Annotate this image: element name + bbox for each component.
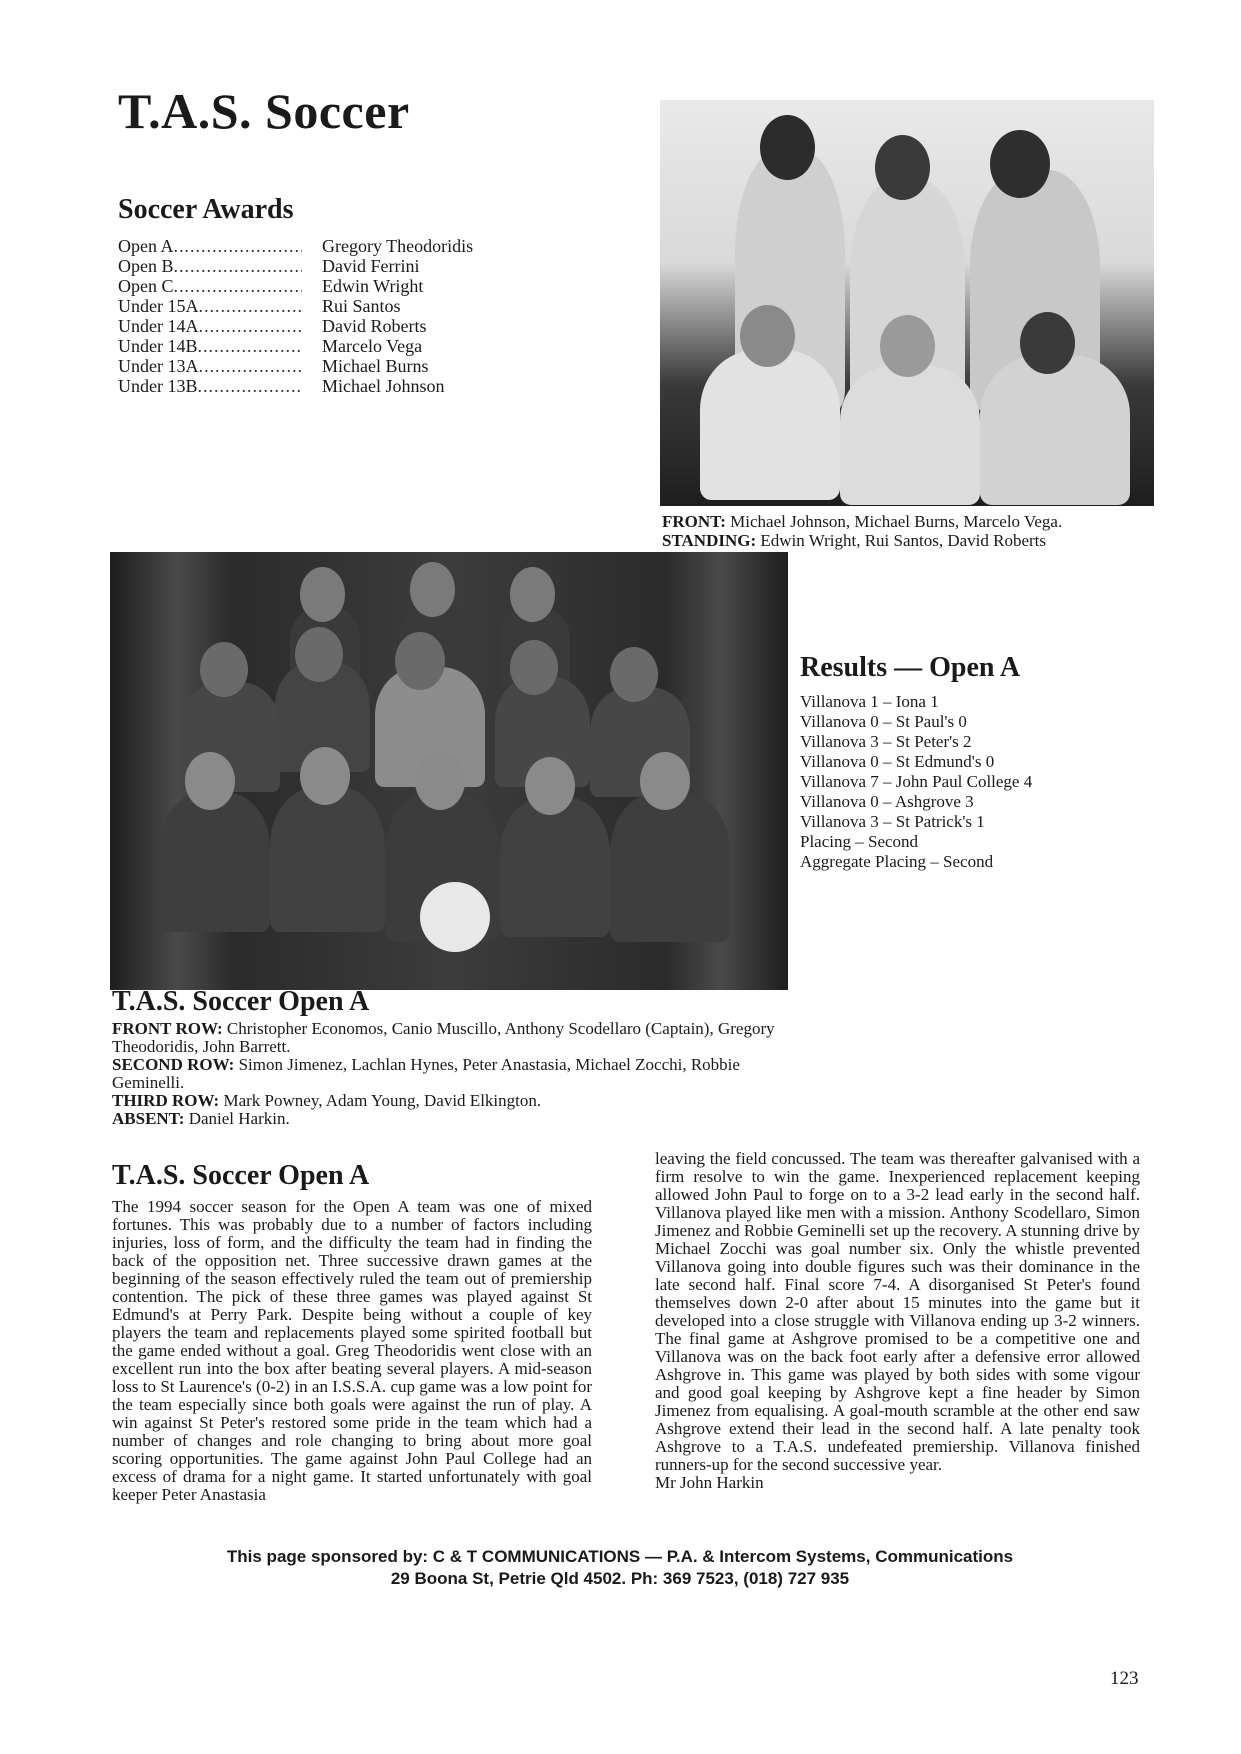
result-line: Placing – Second <box>800 832 919 851</box>
second-row-names: Simon Jimenez, Lachlan Hynes, Peter Anastasia, Michael Zocchi, Robbie Geminelli. <box>112 1055 740 1092</box>
award-row <box>118 236 618 256</box>
result-line: Villanova 0 – St Paul's 0 <box>800 712 967 731</box>
award-row <box>118 296 618 316</box>
junior-photo-caption <box>662 512 1162 550</box>
third-row-names: Mark Powney, Adam Young, David Elkington. <box>223 1091 542 1110</box>
award-category: Under 15A <box>118 296 199 316</box>
standing-names: Edwin Wright, Rui Santos, David Roberts <box>760 531 1047 550</box>
results-list <box>800 692 1032 872</box>
award-name: Michael Burns <box>322 356 429 376</box>
absent-label: ABSENT: <box>112 1109 185 1128</box>
team-photo-title: T.A.S. Soccer Open A <box>112 986 370 1017</box>
article-author: Mr John Harkin <box>655 1473 764 1492</box>
result-line: Villanova 0 – Ashgrove 3 <box>800 792 974 811</box>
award-category: Open C <box>118 276 174 296</box>
second-row-label: SECOND ROW: <box>112 1055 235 1074</box>
result-line: Aggregate Placing – Second <box>800 852 994 871</box>
article-left-column: The 1994 soccer season for the Open A team was one of mixed fortunes. This was probably due to a number of factors including injuries, loss of form, and the difficulty the team had in finding the back of the opposition net. Three successive drawn games at the beginning of the season effectively ruled the team out of premiership contention. The pick of these three games was played against St Edmund's at Perry Park. Despite being without a couple of key players the team and replacements played some spirited football but the game ended without a goal. Greg Theodoridis went close with an excellent run into the box after beating several players. A mid-season loss to St Laurence's (0-2) in an I.S.S.A. cup game was a low point for the team especially since both goals were against the run of play. A win against St Peter's restored some pride in the team which had a number of changes and role changing to bring about more goal scoring opportunities. The game against John Paul College had an excess of drama for a night game. It started unfortunately with goal keeper Peter Anastasia <box>112 1197 592 1504</box>
result-line: Villanova 0 – St Edmund's 0 <box>800 752 995 771</box>
award-name: Marcelo Vega <box>322 336 423 356</box>
article-right-column-wrap <box>655 1150 1140 1492</box>
open-a-team-photo <box>110 552 788 990</box>
page-number: 123 <box>1110 1668 1139 1689</box>
award-category: Open A <box>118 236 174 256</box>
awards-list <box>118 236 618 396</box>
junior-team-photo <box>660 100 1154 506</box>
front-row-names: Christopher Economos, Canio Muscillo, Anthony Scodellaro (Captain), Gregory Theodoridis, John Barrett. <box>112 1019 775 1056</box>
award-name: Edwin Wright <box>322 276 424 296</box>
results-title: Results — Open A <box>800 652 1021 683</box>
award-category: Under 14A <box>118 316 199 336</box>
award-name: David Ferrini <box>322 256 420 276</box>
award-category: Open B <box>118 256 174 276</box>
award-name: Michael Johnson <box>322 376 445 396</box>
standing-label: STANDING: <box>662 531 757 550</box>
award-name: Gregory Theodoridis <box>322 236 474 256</box>
award-row <box>118 376 618 396</box>
award-row <box>118 276 618 296</box>
award-category: Under 14B <box>118 336 198 356</box>
award-row <box>118 316 618 336</box>
sponsor-line-2: 29 Boona St, Petrie Qld 4502. Ph: 369 7523, (018) 727 935 <box>390 1569 850 1588</box>
article-right-column: leaving the field concussed. The team was thereafter galvanised with a firm resolve to win the game. Inexperienced replacement keeping allowed John Paul to forge on to a 3-2 lead early in the second half. Villanova played like men with a mission. Anthony Scodellaro, Simon Jimenez and Robbie Geminelli set up the recovery. A stunning drive by Michael Zocchi was goal number six. Only the whistle prevented Villanova going into double figures such was their dominance in the late second half. Final score 7-4. A disorganised St Peter's found themselves down 2-0 after about 15 minutes into the game but it developed into a close struggle with Villanova ending up 3-2 winners. The final game at Ashgrove promised to be a competitive one and Villanova was on the back foot early after a defensive error allowed Ashgrove in. This game was played by both sides with some vigour and good goal keeping by Ashgrove kept a fine header by Simon Jimenez from equalising. A goal-mouth scramble at the other end saw Ashgrove extend their lead in the second half. A late penalty took Ashgrove to a T.A.S. undefeated premiership. Villanova finished runners-up for the second successive year. <box>655 1149 1140 1474</box>
absent-names: Daniel Harkin. <box>188 1109 290 1128</box>
award-row <box>118 336 618 356</box>
page-title: T.A.S. Soccer <box>118 83 410 139</box>
result-line: Villanova 1 – Iona 1 <box>800 692 939 711</box>
award-category: Under 13A <box>118 356 199 376</box>
team-photo-caption <box>112 1020 792 1128</box>
third-row-label: THIRD ROW: <box>112 1091 220 1110</box>
award-row <box>118 256 618 276</box>
article-title: T.A.S. Soccer Open A <box>112 1160 370 1191</box>
award-name: David Roberts <box>322 316 427 336</box>
front-label: FRONT: <box>662 512 726 531</box>
award-name: Rui Santos <box>322 296 401 316</box>
awards-title: Soccer Awards <box>118 194 294 225</box>
result-line: Villanova 3 – St Peter's 2 <box>800 732 972 751</box>
front-names: Michael Johnson, Michael Burns, Marcelo Vega. <box>730 512 1063 531</box>
sponsor-line-1: This page sponsored by: C & T COMMUNICATIONS — P.A. & Intercom Systems, Communications <box>226 1547 1014 1566</box>
front-row-label: FRONT ROW: <box>112 1019 223 1038</box>
result-line: Villanova 7 – John Paul College 4 <box>800 772 1033 791</box>
award-row <box>118 356 618 376</box>
sponsor-notice <box>100 1546 1140 1590</box>
result-line: Villanova 3 – St Patrick's 1 <box>800 812 985 831</box>
award-category: Under 13B <box>118 376 198 396</box>
